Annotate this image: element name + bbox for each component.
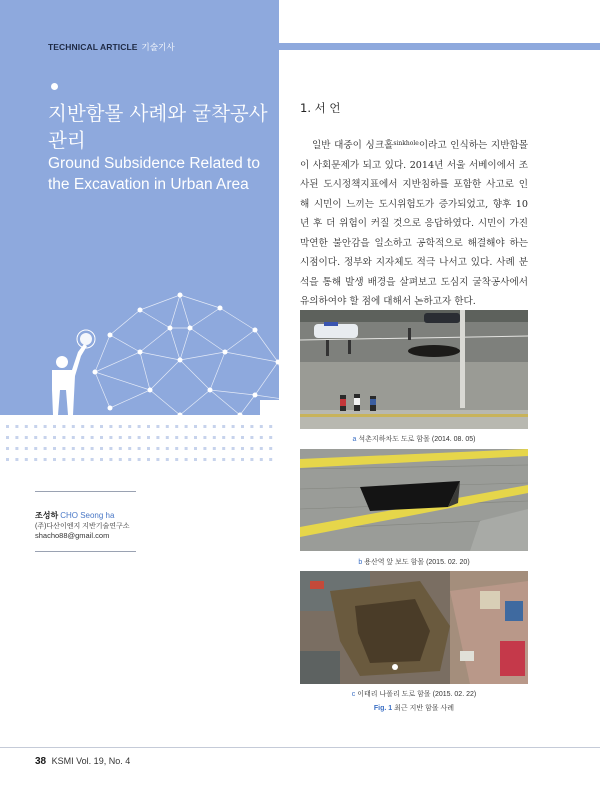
journal-volume: Vol. 19, No. 4 bbox=[76, 756, 131, 766]
intro-paragraph: 일반 대중이 싱크홀$^{sinkhole}$이라고 인식하는 지반함몰이 사회문제가 되고 있다. 2014년 서울 서베이에서 조사된 도시정책지표에서 지반침하를 포함한 사고로 인해 시민이 느끼는 도시위험도가 증가되었고, 향후 10년 후 더 위험이 커질 것으로 응답하였다. 시민이 가진 막연한 불안감을 일소하고 공학적으로 해결해야 하는 시점이다. 정부와 지자체도 적극 나서고 있다. 사례 분석을 통해 발생 배경을 살펴보고 도심지 굴착공사에서 유의하여야 할 점에 대해서 논하고자 한다. bbox=[300, 140, 528, 307]
title-panel bbox=[0, 0, 279, 415]
network-globe-illustration bbox=[40, 290, 279, 415]
photo-b bbox=[300, 449, 528, 551]
bullet-icon bbox=[51, 83, 58, 90]
footer-rule bbox=[0, 747, 600, 748]
photo-c bbox=[300, 571, 528, 684]
author-affiliation: (주)다산이엔지 지반기술연구소 bbox=[35, 523, 130, 530]
footer bbox=[35, 756, 130, 767]
author-email[interactable]: shacho88@gmail.com bbox=[35, 531, 110, 540]
caption-b: b 용산역 앞 보도 함몰 (2015. 02. 20) bbox=[358, 559, 470, 566]
caption-c: c 이태리 나폴리 도로 함몰 (2015. 02. 22) bbox=[351, 691, 477, 698]
figure-caption: Fig. 1 최근 지반 함몰 사례 bbox=[373, 705, 455, 712]
person-silhouette-icon bbox=[52, 344, 87, 415]
section-label: TECHNICAL ARTICLE 기술기사 bbox=[48, 42, 175, 52]
author-rule-bottom bbox=[35, 551, 136, 552]
header-bar bbox=[279, 43, 600, 50]
photo-a bbox=[300, 310, 528, 429]
dot-pattern bbox=[0, 415, 279, 470]
page-number: 38 bbox=[35, 756, 47, 767]
title-english: Ground Subsidence Related to the Excavation in Urban Area bbox=[48, 155, 260, 193]
title-korean: 지반함몰 사례와 굴착공사 관리 bbox=[48, 102, 268, 152]
author-name: 조성하 CHO Seong ha bbox=[35, 511, 115, 520]
caption-a: a 석촌지하차도 도로 함몰 (2014. 08. 05) bbox=[352, 436, 476, 443]
section-heading: 1. 서 언 bbox=[300, 101, 341, 115]
author-rule-top bbox=[35, 491, 136, 492]
journal-name: KSMI bbox=[51, 756, 74, 766]
